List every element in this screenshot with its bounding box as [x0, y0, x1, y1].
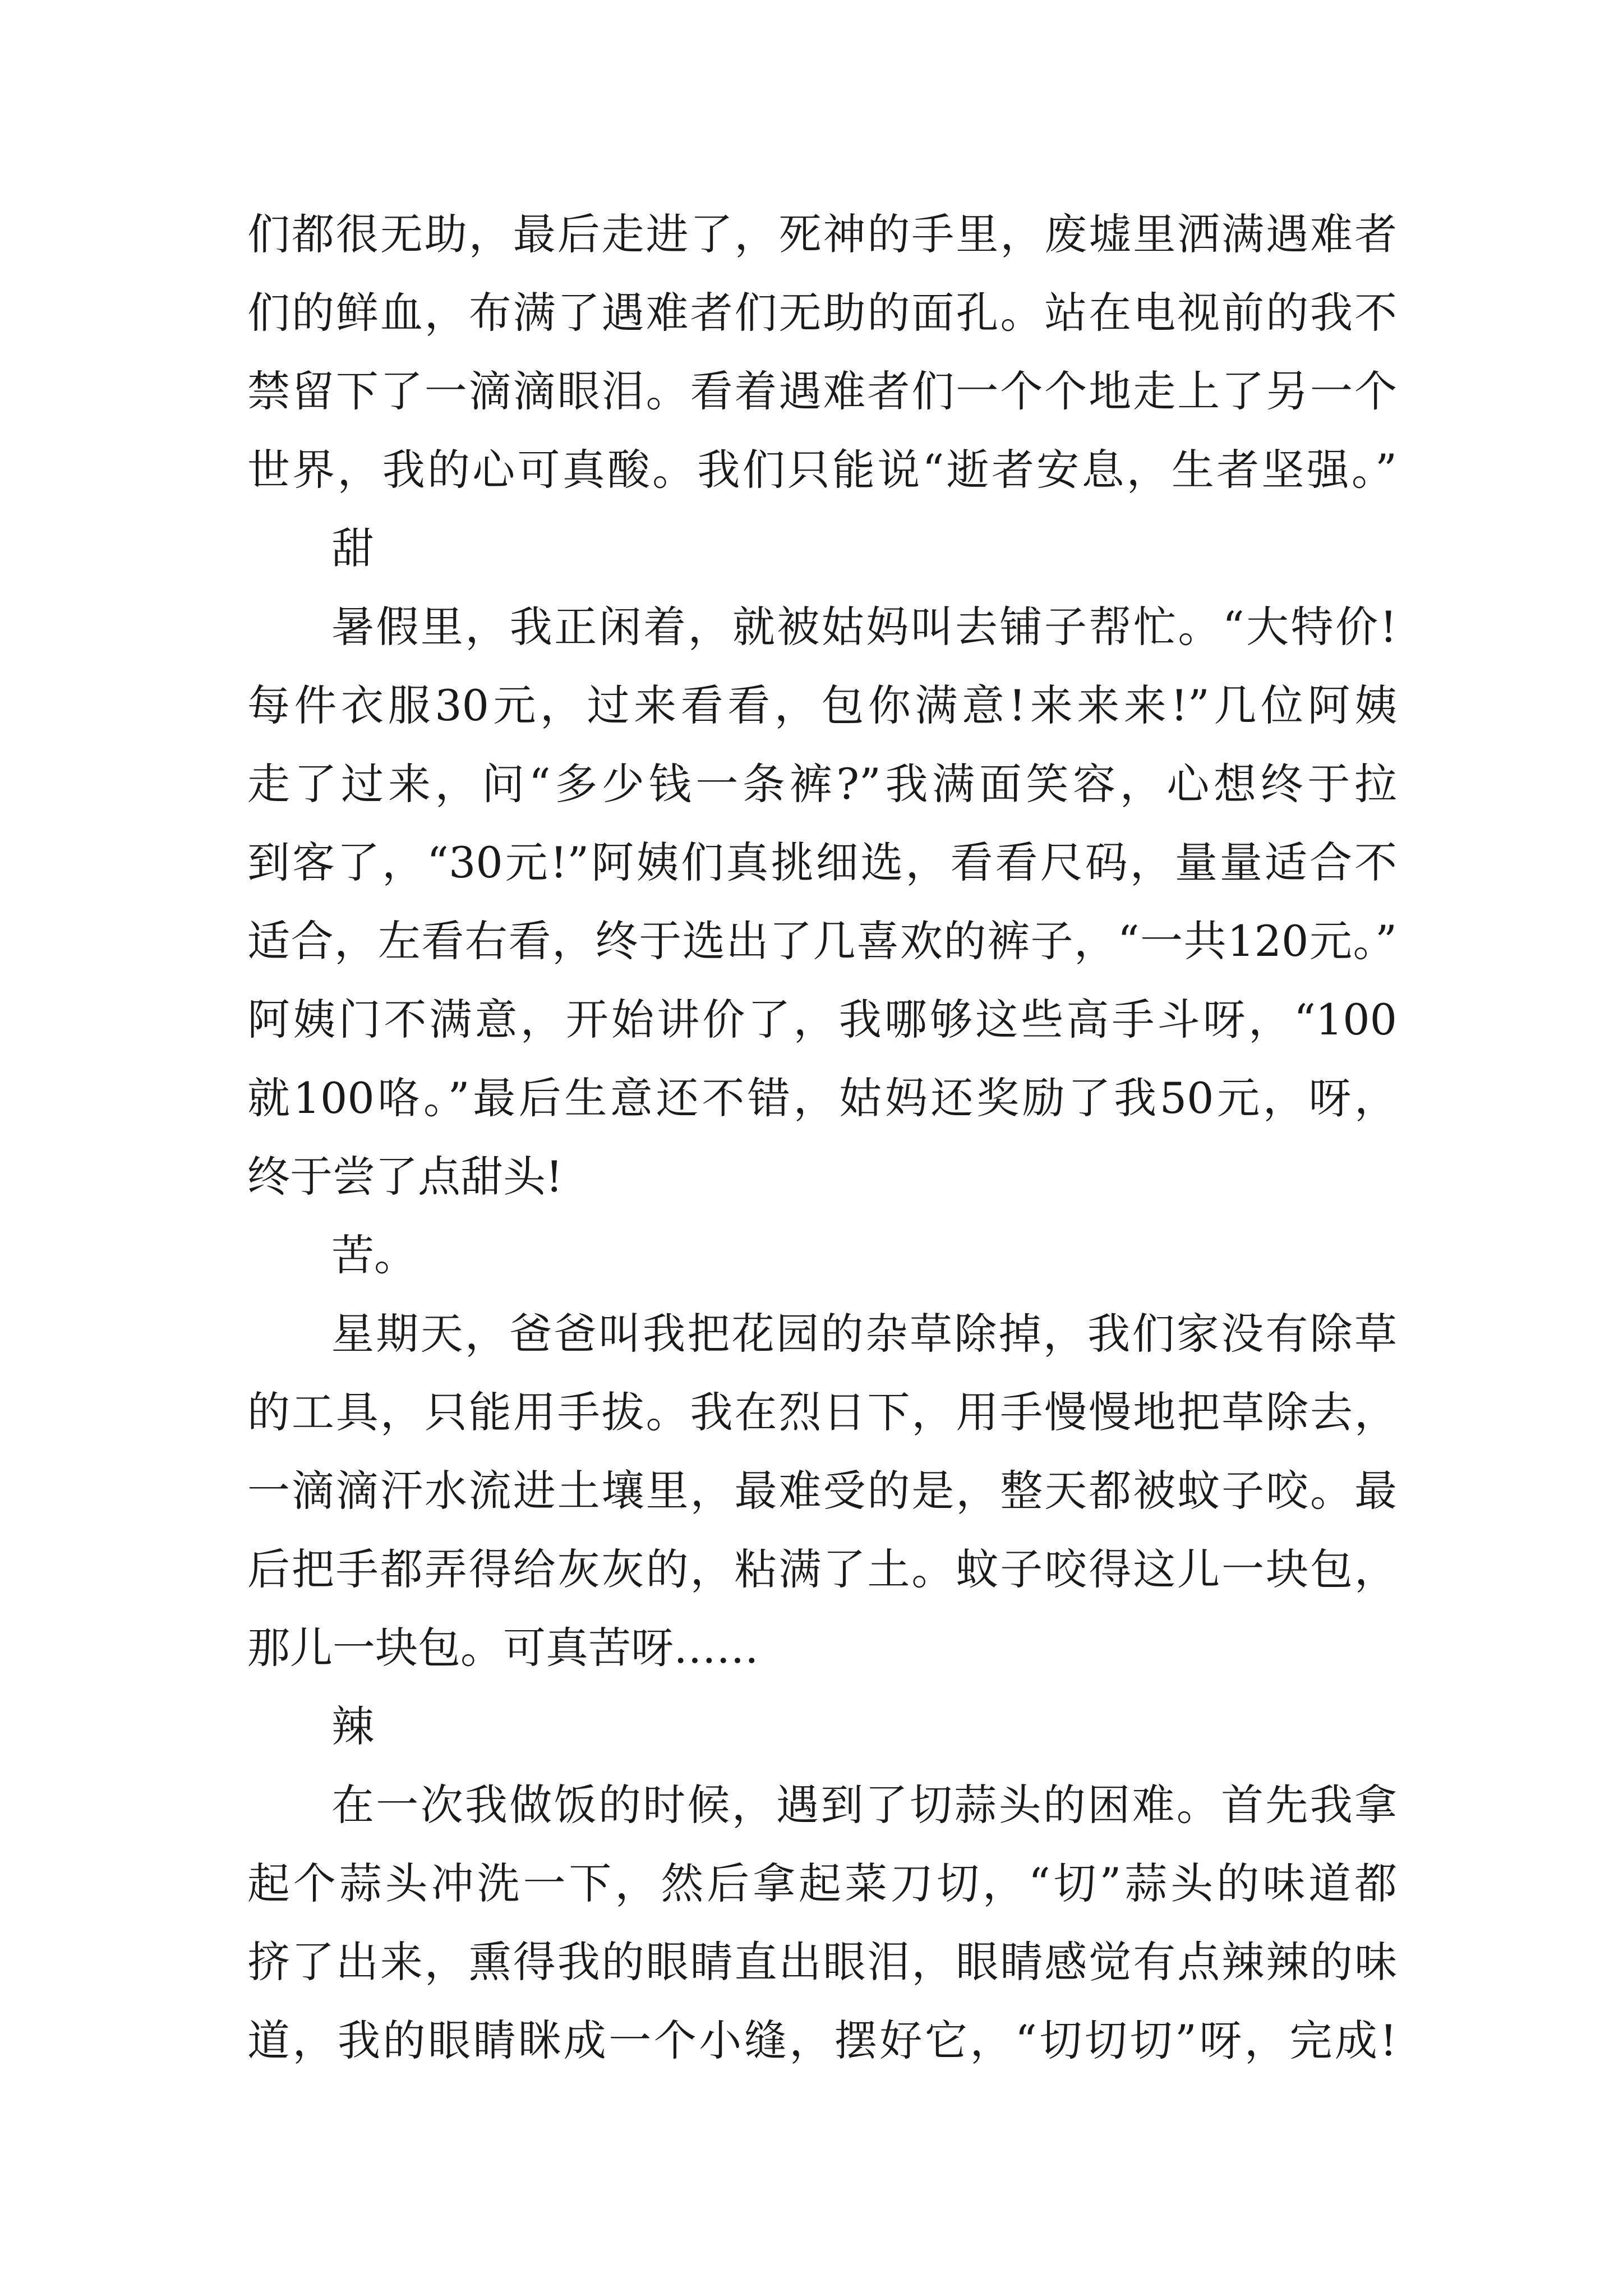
text-line: 就100咯。”最后生意还不错，姑妈还奖励了我50元，呀， [247, 1073, 1397, 1123]
text-line: 每件衣服30元，过来看看，包你满意!来来来!”几位阿姨 [247, 680, 1397, 730]
text-line: 挤了出来，熏得我的眼睛直出眼泪，眼睛感觉有点辣辣的味 [247, 1937, 1397, 1987]
section-heading-bitter: 苦。 [331, 1230, 417, 1280]
text-line: 星期天，爸爸叫我把花园的杂草除掉，我们家没有除草 [331, 1309, 1397, 1359]
text-line: 暑假里，我正闲着，就被姑妈叫去铺子帮忙。“大特价! [331, 602, 1397, 652]
text-line: 走了过来，问“多少钱一条裤?”我满面笑容，心想终于拉 [247, 759, 1397, 809]
text-line: 的工具，只能用手拔。我在烈日下，用手慢慢地把草除去， [247, 1387, 1397, 1437]
body-text [247, 195, 1397, 2080]
text-line: 在一次我做饭的时候，遇到了切蒜头的困难。首先我拿 [331, 1780, 1397, 1830]
section-heading-spicy: 辣 [331, 1701, 374, 1751]
text-line: 起个蒜头冲洗一下，然后拿起菜刀切，“切”蒜头的味道都 [247, 1858, 1397, 1908]
text-line: 终于尝了点甜头! [247, 1152, 563, 1202]
text-line: 一滴滴汗水流进土壤里，最难受的是，整天都被蚊子咬。最 [247, 1466, 1397, 1516]
section-heading-sweet: 甜 [331, 523, 374, 573]
text-line: 世界，我的心可真酸。我们只能说“逝者安息，生者坚强。” [247, 445, 1397, 495]
text-line: 们的鲜血，布满了遇难者们无助的面孔。站在电视前的我不 [247, 288, 1397, 338]
text-line: 后把手都弄得给灰灰的，粘满了土。蚊子咬得这儿一块包， [247, 1544, 1397, 1594]
text-line: 适合，左看右看，终于选出了几喜欢的裤子，“一共120元。” [247, 916, 1397, 966]
text-line: 们都很无助，最后走进了，死神的手里，废墟里洒满遇难者 [247, 209, 1397, 259]
text-line: 阿姨门不满意，开始讲价了，我哪够这些高手斗呀，“100 [247, 995, 1397, 1045]
text-line: 道，我的眼睛眯成一个小缝，摆好它，“切切切”呀，完成! [247, 2016, 1397, 2065]
text-line: 到客了，“30元!”阿姨们真挑细选，看看尺码，量量适合不 [247, 838, 1397, 887]
text-line: 禁留下了一滴滴眼泪。看着遇难者们一个个地走上了另一个 [247, 366, 1397, 416]
text-line: 那儿一块包。可真苦呀…… [247, 1623, 759, 1673]
